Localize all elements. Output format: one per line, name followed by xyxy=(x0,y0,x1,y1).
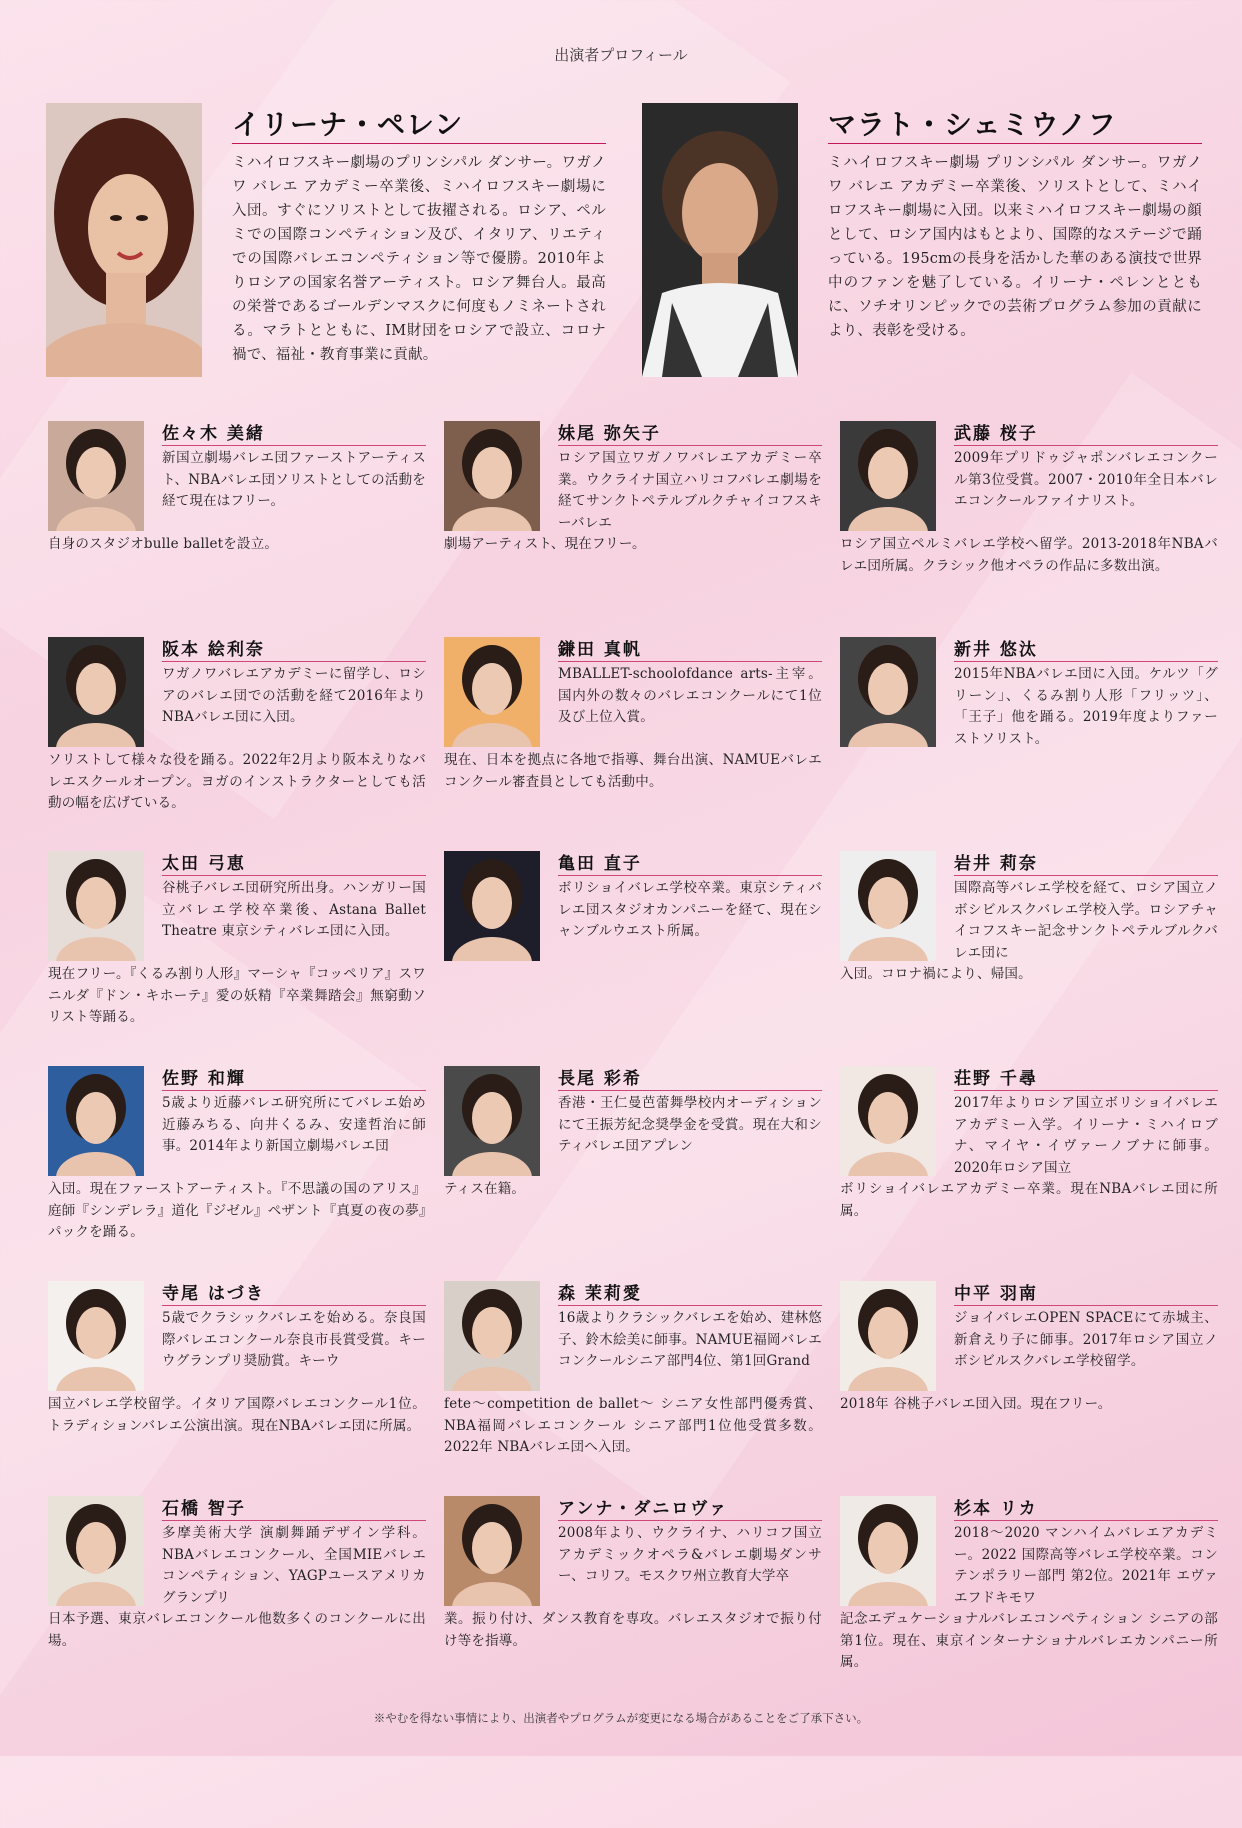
performer-bio-continued: fete〜competition de ballet〜 シニア女性部門優秀賞、NBA福岡バレエコンクール シニア部門1位他受賞多数。2022年 NBAバレエ団へ入団。 xyxy=(444,1396,822,1455)
performer-bio: 2009年プリドゥジャポンバレエコンクール第3位受賞。2007・2010年全日本バレエコンクールファイナリスト。 xyxy=(954,450,1218,509)
performer-bio-continued: 国立バレエ学校留学。イタリア国際バレエコンクール1位。トラディションバレエ公演出演。現在NBAバレエ団に所属。 xyxy=(48,1396,426,1434)
performer-bio-continued: 記念エデュケーショナルバレエコンペティション シニアの部 第1位。現在、東京インターナショナルバレエカンパニー所属。 xyxy=(840,1611,1218,1670)
portrait-photo xyxy=(444,637,540,747)
performer-name: 寺尾 はづき xyxy=(162,1284,265,1304)
lead-profile-irina xyxy=(46,103,624,383)
performer-card xyxy=(840,637,1218,847)
performer-bio-continued: 劇場アーティスト、現在フリー。 xyxy=(444,536,646,552)
performer-card xyxy=(840,1496,1218,1706)
name-divider xyxy=(162,1090,426,1091)
performer-bio: 2017年よりロシア国立ボリショイバレエアカデミー入学。イリーナ・ミハイロブナ、マイヤ・イヴァーノブナに師事。2020年ロシア国立 xyxy=(954,1095,1218,1176)
lead-profile-marat xyxy=(642,103,1220,383)
performer-card xyxy=(840,851,1218,1061)
name-divider xyxy=(558,445,822,446)
performer-bio: ジョイバレエOPEN SPACEにて赤城主、新倉えり子に師事。2017年ロシア国立ノボシビルスクバレエ学校留学。 xyxy=(954,1310,1218,1369)
performer-name: 岩井 莉奈 xyxy=(954,854,1038,874)
name-divider xyxy=(162,875,426,876)
portrait-photo xyxy=(46,103,202,377)
performer-card xyxy=(444,851,822,1061)
name-divider xyxy=(162,1520,426,1521)
name-divider xyxy=(954,1090,1218,1091)
performer-bio-continued: 現在フリー。『くるみ割り人形』マーシャ『コッペリア』スワニルダ『ドン・キホーテ』愛の妖精『卒業舞踏会』無窮動ソリスト等踊る。 xyxy=(48,966,426,1025)
performer-bio-continued: 業。振り付け、ダンス教育を専攻。バレエスタジオで振り付け等を指導。 xyxy=(444,1611,822,1649)
portrait-photo xyxy=(444,421,540,531)
performer-card xyxy=(444,1281,822,1491)
name-divider xyxy=(558,1090,822,1091)
lead-name: イリーナ・ペレン xyxy=(232,108,464,141)
lead-bio: ミハイロフスキー劇場のプリンシパル ダンサー。ワガノワ バレエ アカデミー卒業後、ミハイロフスキー劇場に入団。すぐにソリストとして抜擢される。ロシア、ペルミでの国際コンペティション及び、イタリア、リエティでの国際バレエコンペティション等で優勝。2010年よりロシアの国家名誉アーティスト。ロシア舞台人。最高の栄誉であるゴールデンマスクに何度もノミネートされる。マラトとともに、IM財団をロシアで設立、コロナ禍で、福祉・教育事業に貢献。 xyxy=(232,155,606,363)
name-divider xyxy=(162,1305,426,1306)
lead-bio: ミハイロフスキー劇場 プリンシパル ダンサー。ワガノワ バレエ アカデミー卒業後、ソリストとして、ミハイロフスキー劇場に入団。以来ミハイロフスキー劇場の顔として、ロシア国内はもとより、国際的なステージで踊っている。195cmの長身を活かした華のある演技で世界中のファンを魅了している。イリーナ・ペレンとともに、ソチオリンピックでの芸術プログラム参加の貢献により、表彰を受ける。 xyxy=(828,155,1202,339)
portrait-photo xyxy=(48,851,144,961)
portrait-photo xyxy=(840,851,936,961)
performer-bio-continued: 自身のスタジオbulle balletを設立。 xyxy=(48,536,279,552)
performer-name: 荘野 千尋 xyxy=(954,1069,1038,1089)
performer-bio: ロシア国立ワガノワバレエアカデミー卒業。ウクライナ国立ハリコフバレエ劇場を経てサンクトペテルブルクチャイコフスキーバレエ xyxy=(558,450,822,531)
portrait-photo xyxy=(444,1281,540,1391)
performer-name: 鎌田 真帆 xyxy=(558,640,642,660)
performer-card xyxy=(444,421,822,631)
portrait-photo xyxy=(444,851,540,961)
performer-card xyxy=(48,421,426,631)
performer-bio: ボリショイバレエ学校卒業。東京シティバレエ団スタジオカンパニーを経て、現在シャンブルウエスト所属。 xyxy=(558,880,822,939)
performer-name: 杉本 リカ xyxy=(954,1499,1038,1519)
name-divider xyxy=(558,1305,822,1306)
performer-bio: 谷桃子バレエ団研究所出身。ハンガリー国立バレエ学校卒業後、Astana Ballet Theatre 東京シティバレエ団に入団。 xyxy=(162,880,426,939)
name-divider xyxy=(232,143,606,144)
name-divider xyxy=(558,661,822,662)
performer-bio: 香港・王仁曼芭蕾舞學校内オーディションにて王振芳紀念奨學金を受賞。現在大和シティバレエ団アプレン xyxy=(558,1095,822,1154)
portrait-photo xyxy=(444,1496,540,1606)
performer-name: 佐々木 美緒 xyxy=(162,424,265,444)
performer-name: 中平 羽南 xyxy=(954,1284,1038,1304)
portrait-photo xyxy=(48,1281,144,1391)
performer-bio: 新国立劇場バレエ団ファーストアーティスト、NBAバレエ団ソリストとしての活動を経て現在はフリー。 xyxy=(162,450,426,509)
performer-bio: ワガノワバレエアカデミーに留学し、ロシアのバレエ団での活動を経て2016年よりNBAバレエ団に入団。 xyxy=(162,666,426,725)
performer-card xyxy=(444,637,822,847)
name-divider xyxy=(558,1520,822,1521)
portrait-photo xyxy=(840,421,936,531)
name-divider xyxy=(162,661,426,662)
performer-bio: 国際高等バレエ学校を経て、ロシア国立ノボシビルスクバレエ学校入学。ロシアチャイコフスキー記念サンクトペテルブルクバレエ団に xyxy=(954,880,1218,961)
performer-bio-continued: ロシア国立ペルミバレエ学校へ留学。2013-2018年NBAバレエ団所属。クラシック他オペラの作品に多数出演。 xyxy=(840,536,1218,574)
performer-card xyxy=(48,1496,426,1706)
performer-name: 森 茉莉愛 xyxy=(558,1284,642,1304)
portrait-photo xyxy=(840,1281,936,1391)
performer-bio-continued: 入団。現在ファーストアーティスト。『不思議の国のアリス』庭師『シンデレラ』道化『ジゼル』ペザント『真夏の夜の夢』パックを踊る。 xyxy=(48,1181,426,1240)
performer-card xyxy=(840,1281,1218,1491)
name-divider xyxy=(954,875,1218,876)
performer-name: アンナ・ダニロヴァ xyxy=(558,1499,729,1519)
performer-name: 武藤 桜子 xyxy=(954,424,1038,444)
performer-bio: 5歳より近藤バレエ研究所にてバレエ始め近藤みちる、向井くるみ、安達哲治に師事。2014年より新国立劇場バレエ団 xyxy=(162,1095,426,1154)
performer-name: 阪本 絵利奈 xyxy=(162,640,265,660)
performer-bio: 2015年NBAバレエ団に入団。ケルツ「グリーン」、くるみ割り人形「フリッツ」、「王子」他を踊る。2019年度よりファーストソリスト。 xyxy=(954,666,1218,747)
performer-bio: MBALLET-schoolofdance arts-主宰。国内外の数々のバレエコンクールにて1位及び上位入賞。 xyxy=(558,666,822,725)
performer-card xyxy=(48,1066,426,1276)
performer-bio-continued: ボリショイバレエアカデミー卒業。現在NBAバレエ団に所属。 xyxy=(840,1181,1218,1219)
performer-bio-continued: ソリストして様々な役を踊る。2022年2月より阪本えりなバレエスクールオープン。ヨガのインストラクターとしても活動の幅を広げている。 xyxy=(48,752,426,811)
performer-name: 石橋 智子 xyxy=(162,1499,246,1519)
performer-bio: 5歳でクラシックバレエを始める。奈良国際バレエコンクール奈良市長賞受賞。キーウグランプリ奨励賞。キーウ xyxy=(162,1310,426,1369)
performer-name: 亀田 直子 xyxy=(558,854,642,874)
page-title: 出演者プロフィール xyxy=(554,46,688,64)
name-divider xyxy=(954,661,1218,662)
footnote: ※やむを得ない事情により、出演者やプログラムが変更になる場合があることをご了承下さい。 xyxy=(373,1711,869,1725)
portrait-photo xyxy=(48,1496,144,1606)
performer-name: 太田 弓恵 xyxy=(162,854,246,874)
performer-card xyxy=(444,1496,822,1706)
name-divider xyxy=(828,143,1202,144)
performer-bio: 16歳よりクラシックバレエを始め、建林悠子、鈴木絵美に師事。NAMUE福岡バレエコンクールシニア部門4位、第1回Grand xyxy=(558,1310,822,1369)
performer-name: 佐野 和輝 xyxy=(162,1069,246,1089)
portrait-photo xyxy=(840,1496,936,1606)
performer-bio-continued: 2018年 谷桃子バレエ団入団。現在フリー。 xyxy=(840,1396,1112,1412)
portrait-photo xyxy=(48,637,144,747)
portrait-photo xyxy=(642,103,798,377)
performer-bio: 多摩美術大学 演劇舞踊デザイン学科。NBAバレエコンクール、全国MIEバレエコンペティション、YAGPユースアメリカグランプリ xyxy=(162,1525,426,1606)
performer-card xyxy=(840,1066,1218,1276)
portrait-photo xyxy=(48,1066,144,1176)
name-divider xyxy=(162,445,426,446)
performer-name: 妹尾 弥矢子 xyxy=(558,424,661,444)
performer-bio-continued: 入団。コロナ禍により、帰国。 xyxy=(840,966,1032,982)
portrait-photo xyxy=(840,637,936,747)
name-divider xyxy=(954,1520,1218,1521)
performer-bio: 2008年より、ウクライナ、ハリコフ国立アカデミックオペラ&バレエ劇場ダンサー、コリフ。モスクワ州立教育大学卒 xyxy=(558,1525,822,1584)
performer-name: 長尾 彩希 xyxy=(558,1069,642,1089)
performer-name: 新井 悠汰 xyxy=(954,640,1038,660)
performer-card xyxy=(48,851,426,1061)
name-divider xyxy=(558,875,822,876)
performer-bio-continued: 現在、日本を拠点に各地で指導、舞台出演、NAMUEバレエコンクール審査員としても活動中。 xyxy=(444,752,822,790)
performer-card xyxy=(48,1281,426,1491)
lead-name: マラト・シェミウノフ xyxy=(828,108,1117,141)
performer-bio-continued: 日本予選、東京バレエコンクール他数多くのコンクールに出場。 xyxy=(48,1611,426,1649)
portrait-photo xyxy=(48,421,144,531)
performer-bio: 2018〜2020 マンハイムバレエアカデミー。2022 国際高等バレエ学校卒業。コンテンポラリー部門 第2位。2021年 エヴァエフドキモワ xyxy=(954,1525,1218,1606)
performer-card xyxy=(444,1066,822,1276)
performer-card xyxy=(48,637,426,847)
name-divider xyxy=(954,1305,1218,1306)
performer-card xyxy=(840,421,1218,631)
name-divider xyxy=(954,445,1218,446)
portrait-photo xyxy=(444,1066,540,1176)
portrait-photo xyxy=(840,1066,936,1176)
performer-bio-continued: ティス在籍。 xyxy=(444,1181,526,1197)
